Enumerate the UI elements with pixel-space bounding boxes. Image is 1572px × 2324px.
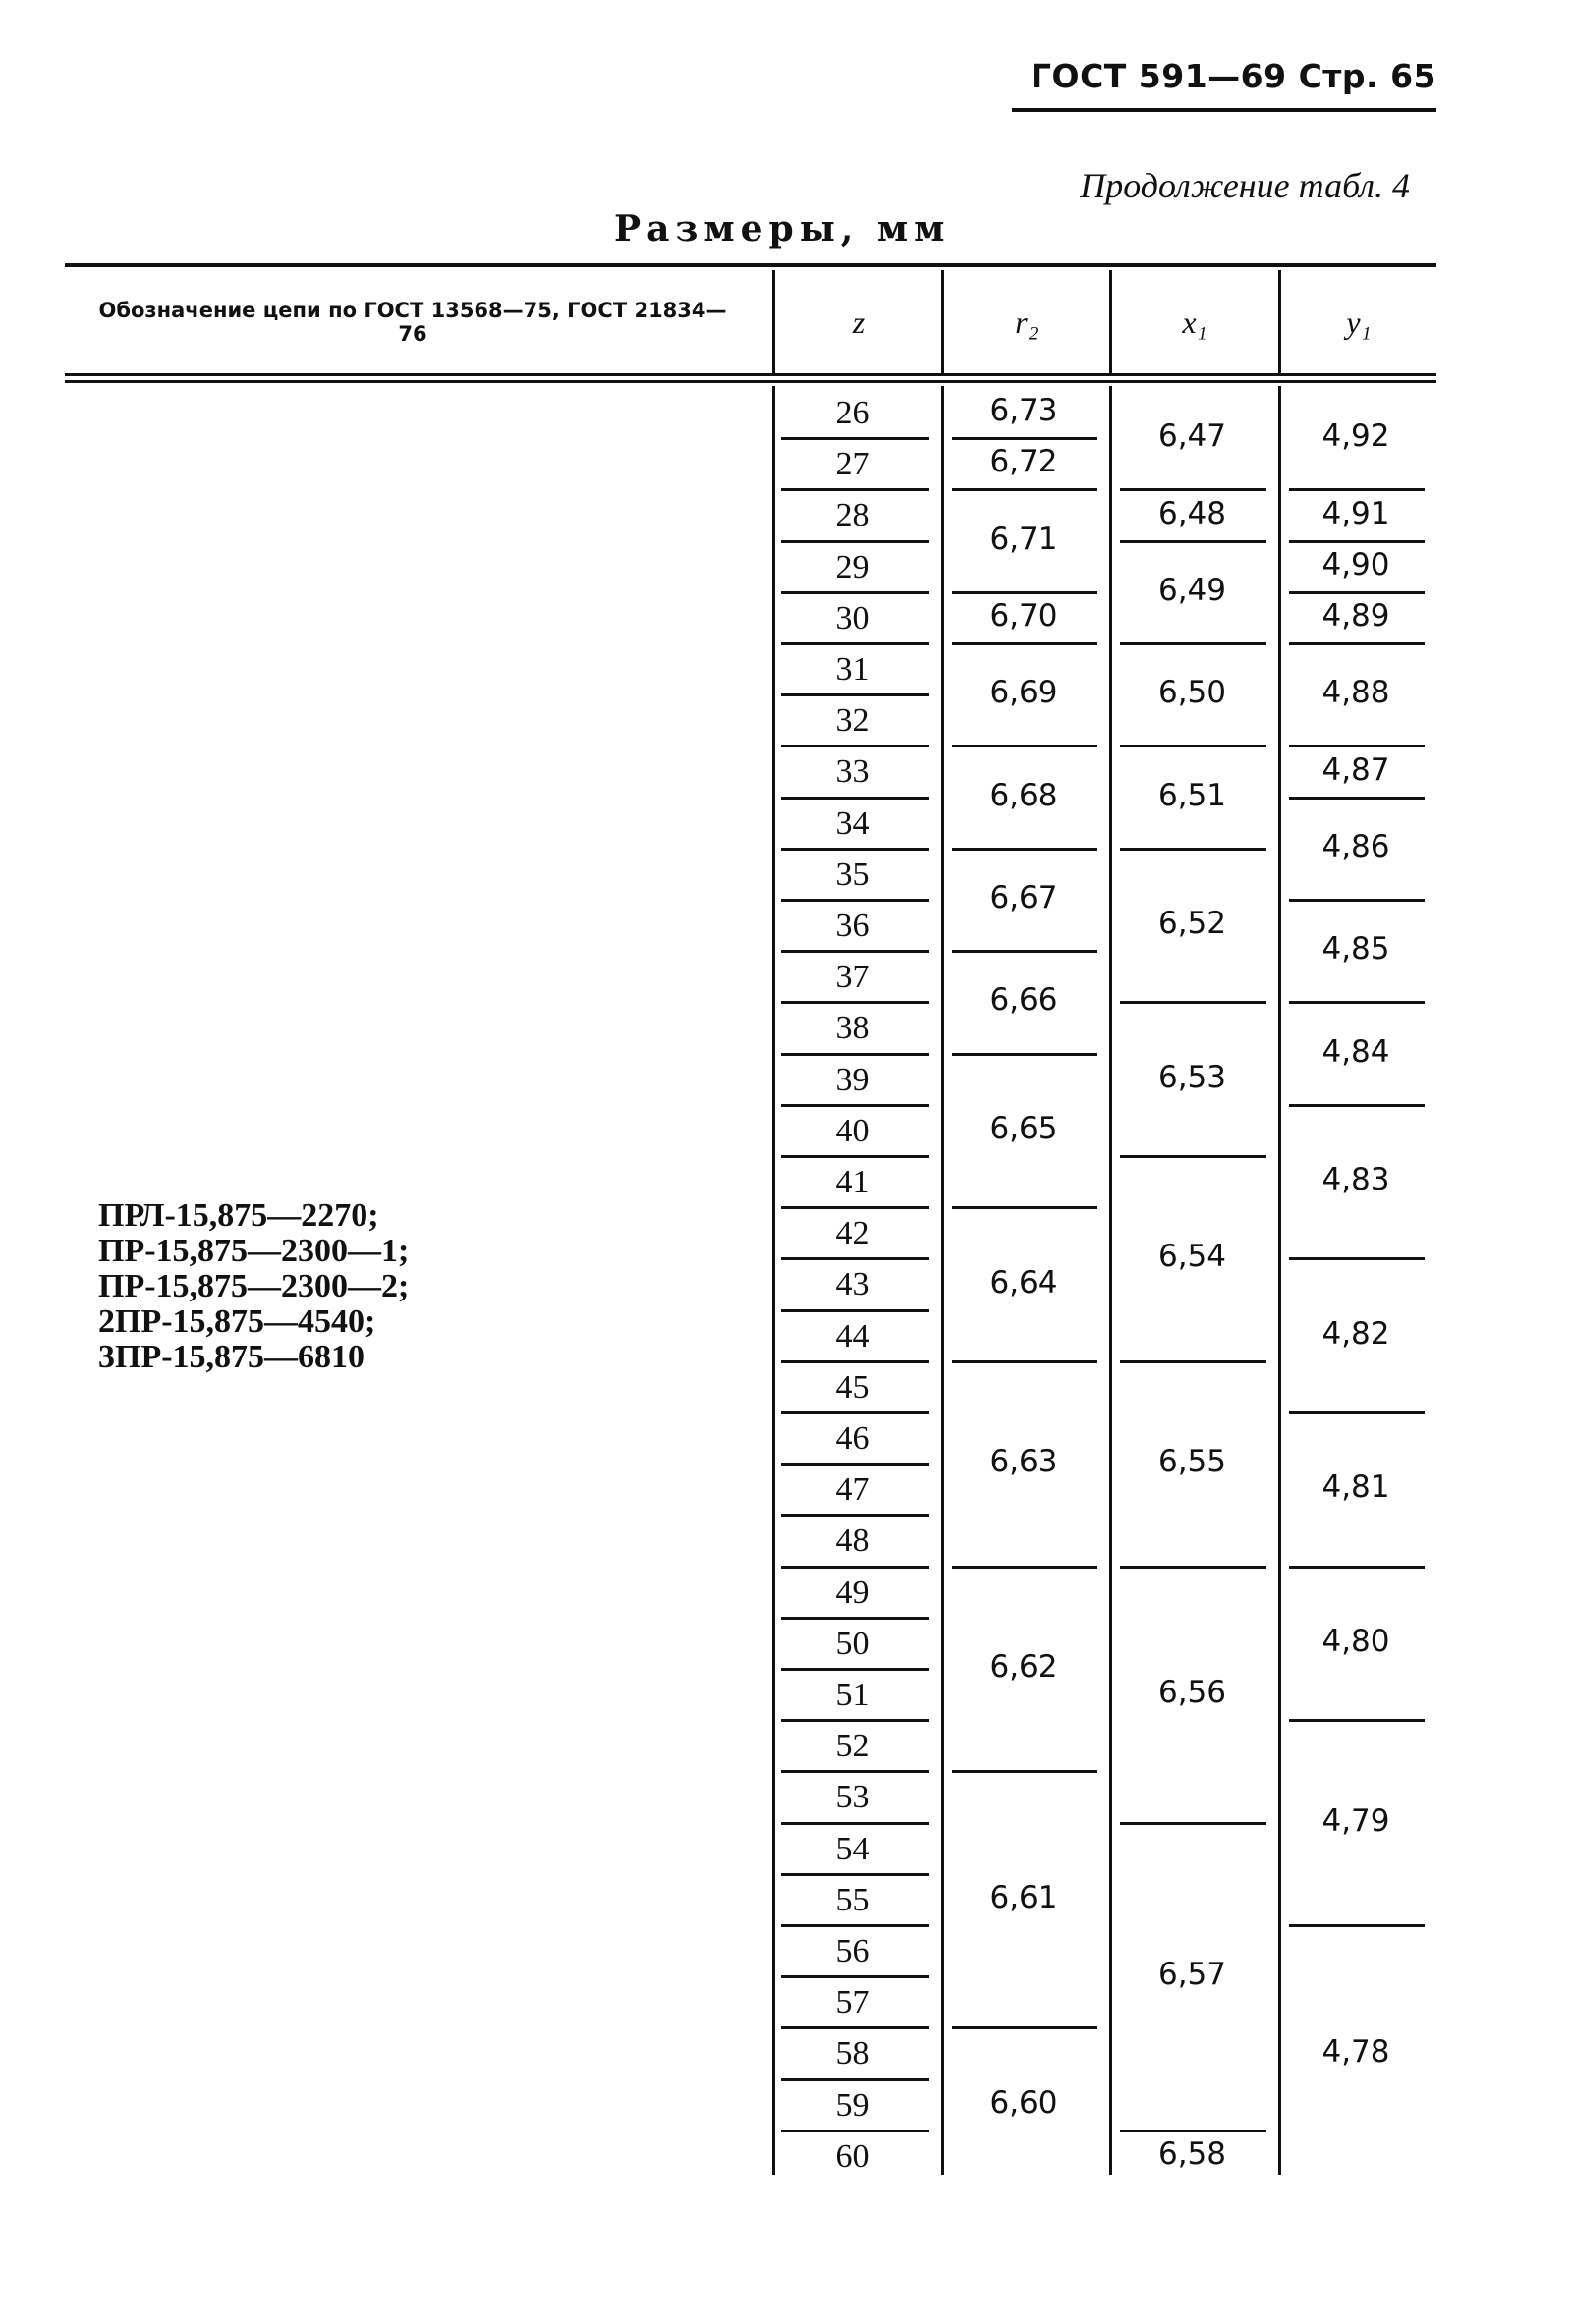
group-separator	[1120, 642, 1266, 645]
chain-designation: 3ПР-15,875—6810	[98, 1339, 365, 1375]
group-separator	[1289, 642, 1425, 645]
row-separator	[781, 1822, 929, 1825]
y1-cell: 4,78	[1321, 2033, 1390, 2070]
header-double-rule	[65, 373, 1436, 376]
r2-cell: 6,73	[989, 393, 1058, 429]
column-header-x1: x₁	[1182, 304, 1207, 340]
r2-cell: 6,69	[989, 675, 1058, 711]
row-separator	[781, 642, 929, 645]
z-cell: 31	[835, 651, 870, 688]
row-separator	[781, 1360, 929, 1363]
x1-cell: 6,58	[1157, 2135, 1227, 2172]
table-top-rule	[65, 263, 1436, 267]
group-separator	[1289, 1001, 1425, 1004]
header-double-rule	[65, 380, 1436, 383]
y1-cell: 4,83	[1321, 1162, 1390, 1198]
group-separator	[1289, 745, 1425, 747]
z-cell: 33	[835, 753, 870, 791]
row-separator	[781, 1104, 929, 1107]
z-cell: 43	[835, 1266, 870, 1303]
z-cell: 47	[835, 1471, 870, 1509]
z-cell: 60	[835, 2137, 870, 2175]
y1-cell: 4,89	[1321, 597, 1390, 634]
z-cell: 58	[835, 2035, 870, 2073]
group-separator	[1120, 2130, 1266, 2132]
group-separator	[1289, 488, 1425, 491]
z-cell: 29	[835, 548, 870, 585]
chain-designation: ПР-15,875—2300—1;	[98, 1233, 410, 1269]
row-separator	[781, 899, 929, 902]
row-separator	[781, 1411, 929, 1414]
r2-cell: 6,60	[989, 2084, 1058, 2121]
row-separator	[781, 950, 929, 953]
row-separator	[781, 1873, 929, 1876]
header-divider	[1278, 270, 1281, 374]
x1-cell: 6,51	[1157, 777, 1227, 813]
row-separator	[781, 1053, 929, 1056]
y1-cell: 4,81	[1321, 1469, 1390, 1506]
z-cell: 52	[835, 1728, 870, 1765]
z-cell: 53	[835, 1779, 870, 1816]
z-cell: 49	[835, 1574, 870, 1611]
group-separator	[1120, 1566, 1266, 1569]
group-separator	[952, 2026, 1097, 2029]
group-separator	[1289, 797, 1425, 800]
group-separator	[952, 642, 1097, 645]
group-separator	[1289, 1924, 1425, 1927]
z-cell: 57	[835, 1984, 870, 2021]
row-separator	[781, 693, 929, 696]
z-cell: 37	[835, 959, 870, 996]
row-separator	[781, 1566, 929, 1569]
group-separator	[952, 745, 1097, 747]
z-cell: 30	[835, 599, 870, 636]
group-separator	[1289, 899, 1425, 902]
group-separator	[1120, 488, 1266, 491]
r2-cell: 6,71	[989, 521, 1058, 557]
x1-cell: 6,56	[1157, 1675, 1227, 1711]
column-header-r2: r₂	[1015, 304, 1039, 340]
z-cell: 45	[835, 1368, 870, 1406]
column-divider	[1109, 386, 1112, 2175]
units-title: Размеры, мм	[614, 208, 951, 249]
y1-cell: 4,88	[1321, 675, 1390, 711]
header-divider	[772, 270, 775, 374]
z-cell: 26	[835, 395, 870, 431]
y1-cell: 4,80	[1321, 1623, 1390, 1659]
y1-cell: 4,84	[1321, 1033, 1390, 1070]
z-cell: 59	[835, 2086, 870, 2124]
z-cell: 44	[835, 1317, 870, 1355]
header-divider	[941, 270, 944, 374]
x1-cell: 6,57	[1157, 1957, 1227, 1993]
row-separator	[781, 848, 929, 851]
group-separator	[1120, 1155, 1266, 1158]
z-cell: 54	[835, 1830, 870, 1867]
x1-cell: 6,50	[1157, 675, 1227, 711]
group-separator	[1120, 745, 1266, 747]
r2-cell: 6,72	[989, 444, 1058, 480]
group-separator	[952, 1566, 1097, 1569]
group-separator	[1120, 1001, 1266, 1004]
z-cell: 50	[835, 1625, 870, 1662]
group-separator	[952, 437, 1097, 440]
x1-cell: 6,47	[1157, 418, 1227, 455]
table-continuation-label: Продолжение табл. 4	[1080, 166, 1410, 205]
column-header-z: z	[852, 304, 866, 340]
row-separator	[781, 745, 929, 747]
row-separator	[781, 1463, 929, 1466]
z-cell: 32	[835, 702, 870, 740]
x1-cell: 6,49	[1157, 572, 1227, 608]
z-cell: 34	[835, 804, 870, 842]
z-cell: 38	[835, 1010, 870, 1047]
y1-cell: 4,82	[1321, 1315, 1390, 1352]
z-cell: 39	[835, 1061, 870, 1098]
row-separator	[781, 1257, 929, 1260]
group-separator	[1289, 591, 1425, 594]
column-divider	[1278, 386, 1281, 2175]
chain-designation: ПР-15,875—2300—2;	[98, 1268, 410, 1304]
z-cell: 56	[835, 1933, 870, 1969]
group-separator	[952, 1206, 1097, 1209]
row-separator	[781, 1668, 929, 1671]
r2-cell: 6,67	[989, 880, 1058, 915]
z-cell: 51	[835, 1677, 870, 1713]
chain-designation: 2ПР-15,875—4540;	[98, 1303, 376, 1340]
y1-cell: 4,85	[1321, 931, 1390, 968]
row-separator	[781, 1001, 929, 1004]
row-separator	[781, 797, 929, 800]
x1-cell: 6,53	[1157, 1059, 1227, 1095]
row-separator	[781, 540, 929, 543]
z-cell: 46	[835, 1420, 870, 1457]
group-separator	[1120, 848, 1266, 851]
y1-cell: 4,91	[1321, 495, 1390, 531]
z-cell: 41	[835, 1164, 870, 1200]
row-separator	[781, 437, 929, 440]
header-underline	[1012, 108, 1436, 112]
row-separator	[781, 1975, 929, 1978]
group-separator	[1289, 1719, 1425, 1722]
z-cell: 42	[835, 1215, 870, 1252]
y1-cell: 4,90	[1321, 546, 1390, 582]
page-header: ГОСТ 591—69 Стр. 65	[1030, 57, 1436, 95]
x1-cell: 6,55	[1157, 1444, 1227, 1480]
r2-cell: 6,61	[989, 1879, 1058, 1915]
group-separator	[1289, 540, 1425, 543]
row-separator	[781, 1617, 929, 1620]
y1-cell: 4,92	[1321, 418, 1390, 455]
header-divider	[1109, 270, 1112, 374]
group-separator	[952, 950, 1097, 953]
r2-cell: 6,68	[989, 777, 1058, 813]
z-cell: 28	[835, 497, 870, 534]
row-separator	[781, 2026, 929, 2029]
x1-cell: 6,52	[1157, 906, 1227, 942]
y1-cell: 4,79	[1321, 1802, 1390, 1839]
y1-cell: 4,87	[1321, 751, 1390, 788]
group-separator	[1289, 1104, 1425, 1107]
group-separator	[1120, 1360, 1266, 1363]
row-separator	[781, 1924, 929, 1927]
row-separator	[781, 1770, 929, 1773]
row-separator	[781, 488, 929, 491]
group-separator	[1289, 1566, 1425, 1569]
row-separator	[781, 1155, 929, 1158]
row-separator	[781, 2078, 929, 2081]
z-cell: 55	[835, 1881, 870, 1918]
z-cell: 35	[835, 856, 870, 893]
r2-cell: 6,65	[989, 1110, 1058, 1146]
r2-cell: 6,63	[989, 1444, 1058, 1480]
group-separator	[1120, 1822, 1266, 1825]
group-separator	[952, 1053, 1097, 1056]
r2-cell: 6,62	[989, 1649, 1058, 1685]
row-separator	[781, 591, 929, 594]
row-separator	[781, 1514, 929, 1517]
x1-cell: 6,48	[1157, 495, 1227, 531]
x1-cell: 6,54	[1157, 1239, 1227, 1275]
group-separator	[952, 1770, 1097, 1773]
r2-cell: 6,70	[989, 597, 1058, 634]
group-separator	[952, 1360, 1097, 1363]
row-separator	[781, 1206, 929, 1209]
column-header-y1: y₁	[1346, 304, 1372, 340]
row-separator	[781, 1309, 929, 1312]
row-separator	[781, 1719, 929, 1722]
r2-cell: 6,66	[989, 982, 1058, 1019]
group-separator	[952, 848, 1097, 851]
z-cell: 27	[835, 446, 870, 483]
z-cell: 48	[835, 1522, 870, 1560]
r2-cell: 6,64	[989, 1264, 1058, 1300]
z-cell: 40	[835, 1112, 870, 1149]
z-cell: 36	[835, 908, 870, 944]
row-separator	[781, 2130, 929, 2132]
group-separator	[1120, 540, 1266, 543]
group-separator	[1289, 1411, 1425, 1414]
chain-designation: ПРЛ-15,875—2270;	[98, 1197, 379, 1234]
y1-cell: 4,86	[1321, 828, 1390, 864]
group-separator	[952, 591, 1097, 594]
chain-designations	[98, 1198, 409, 1375]
group-separator	[952, 488, 1097, 491]
column-header-designation: Обозначение цепи по ГОСТ 13568—75, ГОСТ 21834—76	[98, 299, 727, 346]
group-separator	[1289, 1257, 1425, 1260]
